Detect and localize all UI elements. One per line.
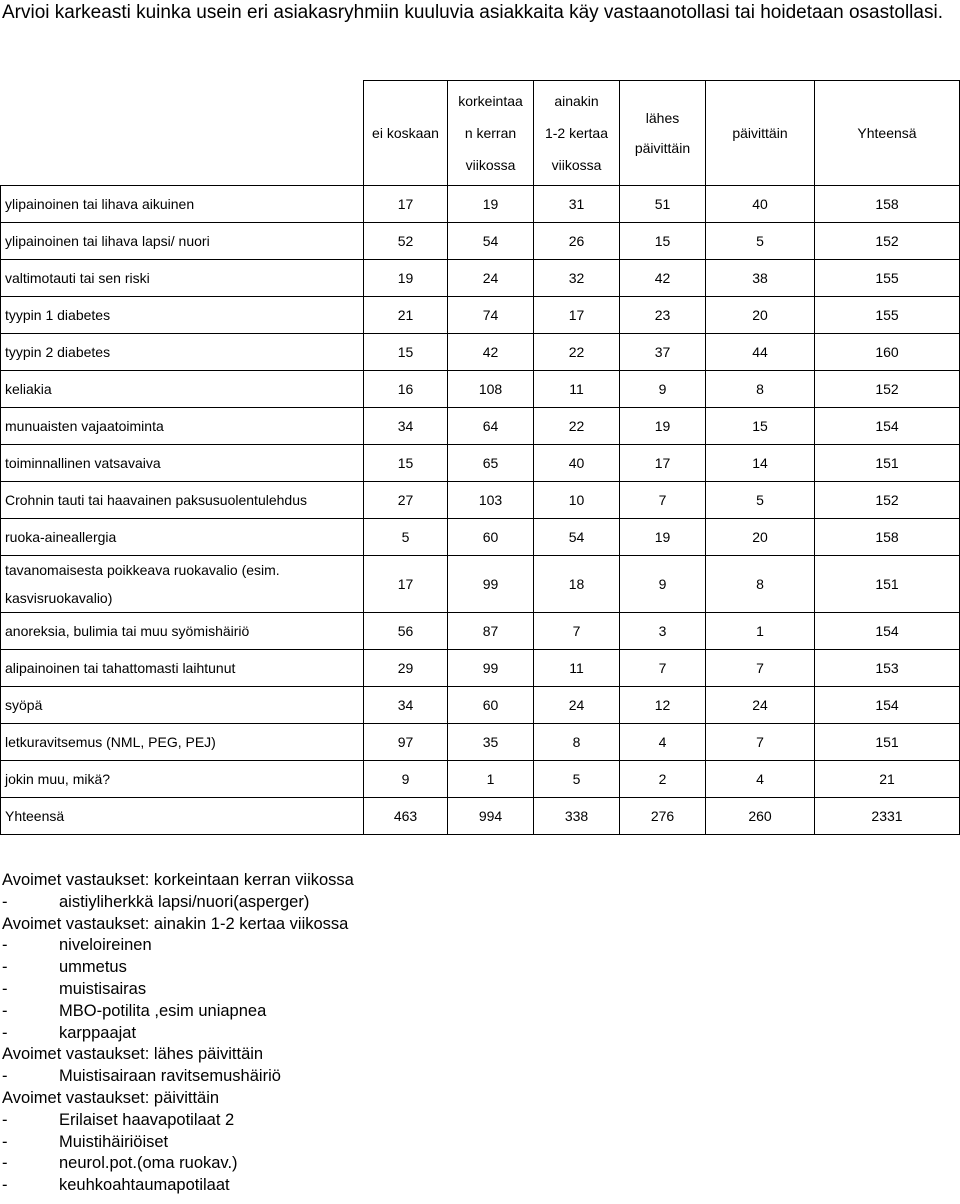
row-label: valtimotauti tai sen riski	[1, 260, 364, 297]
column-header: päivittäin	[706, 81, 815, 186]
question-text: Arvioi karkeasti kuinka usein eri asiakasryhmiin kuuluvia asiakkaita käy vastaanotollasi tai hoidetaan osastollasi.	[2, 2, 943, 23]
answer-text: keuhkoahtaumapotilaat	[59, 1176, 230, 1195]
value-cell: 7	[706, 650, 815, 687]
value-cell: 54	[448, 223, 534, 260]
row-label: tavanomaisesta poikkeava ruokavalio (esim. kasvisruokavalio)	[1, 556, 364, 613]
row-total-cell: 151	[815, 445, 960, 482]
value-cell: 11	[534, 650, 620, 687]
answer-text: Muistisairaan ravitsemushäiriö	[59, 1067, 281, 1086]
table-row	[1, 482, 960, 519]
value-cell: 3	[620, 613, 706, 650]
value-cell: 7	[706, 724, 815, 761]
bullet-dash: -	[2, 1154, 8, 1173]
value-cell: 32	[534, 260, 620, 297]
value-cell: 35	[448, 724, 534, 761]
value-cell: 21	[364, 297, 448, 334]
bullet-dash: -	[2, 892, 8, 911]
header-row	[1, 81, 960, 186]
value-cell: 97	[364, 724, 448, 761]
value-cell: 29	[364, 650, 448, 687]
row-total-cell: 155	[815, 260, 960, 297]
answer-item	[2, 1001, 952, 1023]
table-row	[1, 445, 960, 482]
row-label: keliakia	[1, 371, 364, 408]
value-cell: 42	[448, 334, 534, 371]
answers-heading: Avoimet vastaukset: korkeintaan kerran viikossa	[2, 871, 354, 889]
value-cell: 276	[620, 798, 706, 835]
value-cell: 17	[364, 556, 448, 613]
row-label: jokin muu, mikä?	[1, 761, 364, 798]
value-cell: 54	[534, 519, 620, 556]
row-total-cell: 152	[815, 223, 960, 260]
value-cell: 38	[706, 260, 815, 297]
bullet-dash: -	[2, 1023, 8, 1042]
answer-text: Erilaiset haavapotilaat 2	[59, 1110, 235, 1129]
value-cell: 4	[706, 761, 815, 798]
table-row	[1, 687, 960, 724]
value-cell: 99	[448, 650, 534, 687]
bullet-dash: -	[2, 1176, 8, 1195]
row-total-cell: 152	[815, 371, 960, 408]
table-row	[1, 260, 960, 297]
table-row	[1, 371, 960, 408]
row-label: Yhteensä	[1, 798, 364, 835]
answer-item	[2, 935, 952, 957]
value-cell: 20	[706, 297, 815, 334]
row-total-cell: 151	[815, 724, 960, 761]
value-cell: 9	[620, 371, 706, 408]
answer-text: Muistihäiriöiset	[59, 1132, 169, 1151]
value-cell: 51	[620, 186, 706, 223]
value-cell: 10	[534, 482, 620, 519]
value-cell: 15	[620, 223, 706, 260]
answer-text: aistiyliherkkä lapsi/nuori(asperger)	[59, 892, 310, 911]
row-total-cell: 153	[815, 650, 960, 687]
value-cell: 15	[364, 334, 448, 371]
value-cell: 20	[706, 519, 815, 556]
value-cell: 22	[534, 334, 620, 371]
value-cell: 60	[448, 519, 534, 556]
row-label: toiminnallinen vatsavaiva	[1, 445, 364, 482]
row-total-cell: 2331	[815, 798, 960, 835]
value-cell: 19	[448, 186, 534, 223]
column-header: ei koskaan	[364, 81, 448, 186]
row-total-cell: 151	[815, 556, 960, 613]
bullet-dash: -	[2, 1110, 8, 1129]
column-header: Yhteensä	[815, 81, 960, 186]
answer-item	[2, 957, 952, 979]
answer-item	[2, 1110, 952, 1132]
value-cell: 34	[364, 408, 448, 445]
table-row	[1, 334, 960, 371]
row-label: ylipainoinen tai lihava aikuinen	[1, 186, 364, 223]
answers-heading: Avoimet vastaukset: lähes päivittäin	[2, 1045, 264, 1064]
bullet-dash: -	[2, 1132, 8, 1151]
value-cell: 17	[364, 186, 448, 223]
value-cell: 22	[534, 408, 620, 445]
bullet-dash: -	[2, 958, 8, 977]
row-total-cell: 21	[815, 761, 960, 798]
value-cell: 5	[364, 519, 448, 556]
value-cell: 260	[706, 798, 815, 835]
row-total-cell: 154	[815, 687, 960, 724]
value-cell: 9	[620, 556, 706, 613]
value-cell: 24	[448, 260, 534, 297]
row-label: anoreksia, bulimia tai muu syömishäiriö	[1, 613, 364, 650]
value-cell: 15	[706, 408, 815, 445]
row-total-cell: 160	[815, 334, 960, 371]
bullet-dash: -	[2, 1001, 8, 1020]
value-cell: 14	[706, 445, 815, 482]
answers-heading: Avoimet vastaukset: päivittäin	[2, 1088, 220, 1107]
row-label: tyypin 2 diabetes	[1, 334, 364, 371]
table-row	[1, 650, 960, 687]
value-cell: 5	[706, 482, 815, 519]
value-cell: 17	[534, 297, 620, 334]
row-total-cell: 155	[815, 297, 960, 334]
row-total-cell: 158	[815, 519, 960, 556]
value-cell: 26	[534, 223, 620, 260]
value-cell: 37	[620, 334, 706, 371]
frequency-table	[0, 80, 960, 835]
value-cell: 40	[534, 445, 620, 482]
value-cell: 9	[364, 761, 448, 798]
row-label: letkuravitsemus (NML, PEG, PEJ)	[1, 724, 364, 761]
value-cell: 16	[364, 371, 448, 408]
value-cell: 74	[448, 297, 534, 334]
value-cell: 19	[620, 408, 706, 445]
table-row	[1, 556, 960, 613]
answer-item	[2, 1023, 952, 1045]
value-cell: 8	[706, 371, 815, 408]
table-row	[1, 408, 960, 445]
table-row	[1, 223, 960, 260]
value-cell: 7	[620, 650, 706, 687]
row-label: alipainoinen tai tahattomasti laihtunut	[1, 650, 364, 687]
row-total-cell: 154	[815, 613, 960, 650]
value-cell: 87	[448, 613, 534, 650]
bullet-dash: -	[2, 936, 8, 955]
answer-item	[2, 892, 952, 914]
value-cell: 7	[620, 482, 706, 519]
value-cell: 12	[620, 687, 706, 724]
value-cell: 1	[706, 613, 815, 650]
value-cell: 27	[364, 482, 448, 519]
value-cell: 8	[706, 556, 815, 613]
column-header: korkeintaa n kerran viikossa	[448, 81, 534, 186]
value-cell: 42	[620, 260, 706, 297]
value-cell: 18	[534, 556, 620, 613]
answer-text: muistisairas	[59, 979, 147, 998]
row-total-cell: 152	[815, 482, 960, 519]
value-cell: 24	[706, 687, 815, 724]
bullet-dash: -	[2, 979, 8, 998]
value-cell: 65	[448, 445, 534, 482]
column-header: lähes päivittäin	[620, 81, 706, 186]
value-cell: 1	[448, 761, 534, 798]
table-row	[1, 519, 960, 556]
answer-text: neurol.pot.(oma ruokav.)	[59, 1154, 238, 1173]
answers-heading: Avoimet vastaukset: ainakin 1-2 kertaa viikossa	[2, 914, 349, 933]
answer-item	[2, 1153, 952, 1175]
row-label: ruoka-aineallergia	[1, 519, 364, 556]
value-cell: 7	[534, 613, 620, 650]
table-row	[1, 724, 960, 761]
answer-text: karppaajat	[59, 1023, 137, 1042]
row-label: tyypin 1 diabetes	[1, 297, 364, 334]
value-cell: 108	[448, 371, 534, 408]
value-cell: 463	[364, 798, 448, 835]
value-cell: 64	[448, 408, 534, 445]
column-header: ainakin 1-2 kertaa viikossa	[534, 81, 620, 186]
value-cell: 2	[620, 761, 706, 798]
answer-item	[2, 1132, 952, 1154]
value-cell: 994	[448, 798, 534, 835]
value-cell: 99	[448, 556, 534, 613]
value-cell: 5	[706, 223, 815, 260]
value-cell: 44	[706, 334, 815, 371]
value-cell: 4	[620, 724, 706, 761]
row-label: syöpä	[1, 687, 364, 724]
value-cell: 103	[448, 482, 534, 519]
table-row	[1, 613, 960, 650]
open-answers	[2, 870, 952, 1197]
value-cell: 34	[364, 687, 448, 724]
answer-item	[2, 1175, 952, 1197]
value-cell: 31	[534, 186, 620, 223]
row-label: Crohnin tauti tai haavainen paksusuolentulehdus	[1, 482, 364, 519]
value-cell: 23	[620, 297, 706, 334]
row-total-cell: 158	[815, 186, 960, 223]
value-cell: 56	[364, 613, 448, 650]
row-label: munuaisten vajaatoiminta	[1, 408, 364, 445]
header-corner	[1, 81, 364, 186]
value-cell: 40	[706, 186, 815, 223]
value-cell: 19	[620, 519, 706, 556]
value-cell: 52	[364, 223, 448, 260]
value-cell: 24	[534, 687, 620, 724]
answer-text: niveloireinen	[59, 936, 152, 955]
answer-item	[2, 1066, 952, 1088]
answer-item	[2, 979, 952, 1001]
value-cell: 15	[364, 445, 448, 482]
value-cell: 19	[364, 260, 448, 297]
row-label: ylipainoinen tai lihava lapsi/ nuori	[1, 223, 364, 260]
table-row	[1, 761, 960, 798]
value-cell: 338	[534, 798, 620, 835]
value-cell: 17	[620, 445, 706, 482]
value-cell: 11	[534, 371, 620, 408]
bullet-dash: -	[2, 1067, 8, 1086]
answer-text: MBO-potilita ,esim uniapnea	[59, 1001, 267, 1020]
table-row	[1, 798, 960, 835]
row-total-cell: 154	[815, 408, 960, 445]
value-cell: 60	[448, 687, 534, 724]
value-cell: 5	[534, 761, 620, 798]
answer-text: ummetus	[59, 958, 127, 977]
table-row	[1, 186, 960, 223]
table-row	[1, 297, 960, 334]
value-cell: 8	[534, 724, 620, 761]
